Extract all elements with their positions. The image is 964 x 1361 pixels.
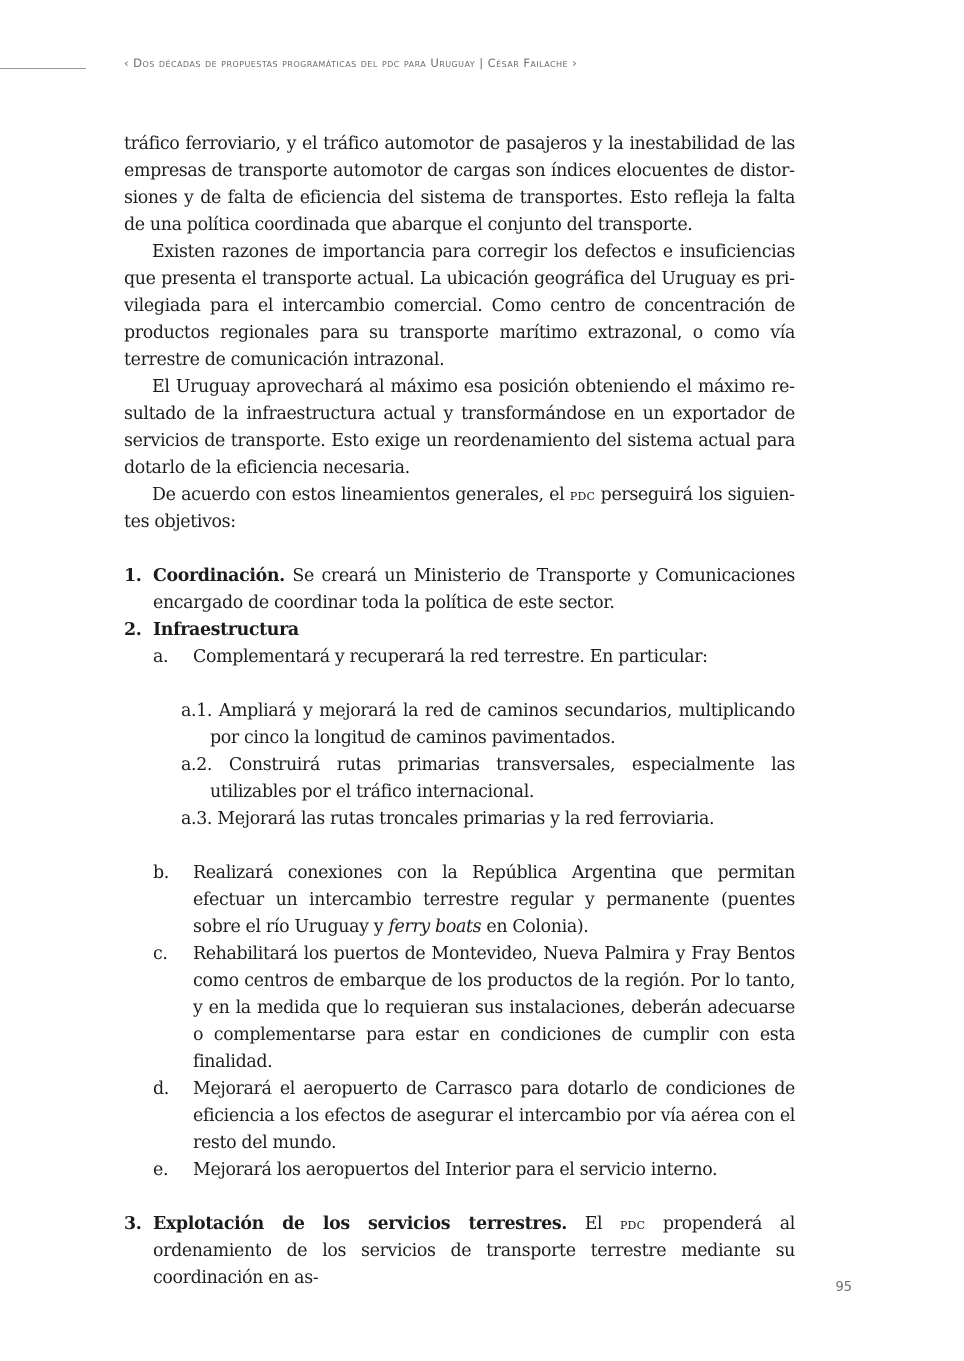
header-open-bracket: ‹	[124, 56, 130, 70]
header-separator: |	[479, 56, 484, 70]
sublist-item-b	[124, 860, 795, 941]
page-number: 95	[835, 1280, 852, 1295]
sublist-label: a.1.	[181, 701, 213, 721]
running-header	[124, 56, 824, 70]
sublist-item-a1	[124, 698, 795, 752]
list-item-infraestructura	[124, 617, 795, 644]
item-text: Se creará un Ministerio de Transporte y Comunicaciones encargado de coordinar toda la política de este sector.	[153, 566, 795, 613]
header-book-title: Dos décadas de propuestas programáticas del pdc para Uruguay	[133, 56, 476, 70]
paragraph-2: Existen razones de importancia para corregir los defectos e insuficiencias que presenta el transporte actual. La ubicación geográfica del Uruguay es privilegiada para el intercambio comercial. Como centro de concentración de productos regionales para su transporte marítimo extrazonal, o como vía terrestre de comunicación intrazonal.	[124, 242, 795, 370]
sublist-text: Mejorará los aeropuertos del Interior para el servicio interno.	[193, 1160, 718, 1180]
sublist-item-a	[124, 644, 795, 671]
sublist-item-e	[124, 1157, 795, 1184]
paragraph-3: El Uruguay aprovechará al máximo esa posición obteniendo el máximo resultado de la infraestructura actual y transformándose en un exportador de servicios de transporte. Esto exige un reordenamiento del sistema actual para dotarlo de la eficiencia necesaria.	[124, 377, 795, 478]
list-item-coordinacion	[124, 563, 795, 617]
item-title: Coordinación.	[153, 566, 285, 586]
header-rule	[0, 68, 86, 69]
sublist-text: Rehabilitará los puertos de Montevideo, Nueva Palmira y Fray Bentos como centros de embarque de los productos de la región. Por lo tanto, y en la medida que lo requieran sus instalaciones, deberán adecuarse o complementarse para estar en condiciones de cumplir con esta finalidad.	[193, 944, 795, 1072]
spacer	[124, 536, 795, 563]
paragraph-1: tráfico ferroviario, y el tráfico automotor de pasajeros y la inestabilidad de las empresas de transporte automotor de cargas son índices elocuentes de distorsiones y de falta de eficiencia del sistema de transportes. Esto refleja la falta de una política coordinada que abarque el conjunto del transporte.	[124, 134, 795, 235]
sublist-label: c.	[153, 944, 168, 964]
pdc-abbreviation: pdc	[619, 1215, 646, 1233]
italic-term: ferry boats	[388, 917, 482, 937]
sublist-item-a3	[124, 806, 795, 833]
sublist-label: a.	[153, 647, 169, 667]
spacer	[124, 1184, 795, 1211]
item-title: Explotación de los servicios terrestres.	[153, 1214, 567, 1234]
sublist-text: Construirá rutas primarias transversales, especialmente las utilizables por el tráfico internacional.	[210, 755, 795, 802]
list-item-explotacion	[124, 1211, 795, 1292]
paragraph-4-before: De acuerdo con estos lineamientos generales, el	[152, 485, 570, 505]
header-close-bracket: ›	[572, 56, 578, 70]
pdc-abbreviation: pdc	[569, 486, 596, 504]
item-number: 1.	[124, 566, 142, 586]
sublist-text: Ampliará y mejorará la red de caminos secundarios, multiplicando por cinco la longitud de caminos pavimentados.	[210, 701, 795, 748]
sublist-text: Realizará conexiones con la República Argentina que permitan efectuar un intercambio terrestre regular y permanente (puentes sobre el río Uruguay y	[193, 863, 795, 937]
sublist-text: Mejorará el aeropuerto de Carrasco para dotarlo de condiciones de eficiencia a los efectos de asegurar el intercambio por vía aérea con el resto del mundo.	[193, 1079, 795, 1153]
sublist-label: e.	[153, 1160, 169, 1180]
page-body	[124, 131, 795, 1292]
item-number: 2.	[124, 620, 142, 640]
sublist-text: Mejorará las rutas troncales primarias y la red ferroviaria.	[212, 809, 715, 829]
sublist-text: Complementará y recuperará la red terrestre. En particular:	[193, 647, 708, 667]
sublist-label: d.	[153, 1079, 169, 1099]
header-author: César Failache	[487, 56, 569, 70]
item-text: El	[566, 1214, 620, 1234]
sublist-label: a.2.	[181, 755, 213, 775]
sublist-item-c	[124, 941, 795, 1076]
sublist-item-d	[124, 1076, 795, 1157]
spacer	[124, 671, 795, 698]
item-text-end: propenderá al ordenamiento de los servicios de transporte terrestre mediante su coordinación en as-	[153, 1214, 795, 1288]
sublist-label: a.3.	[181, 809, 213, 829]
item-number: 3.	[124, 1214, 142, 1234]
item-title: Infraestructura	[153, 620, 299, 640]
sublist-label: b.	[153, 863, 169, 883]
sublist-text-end: en Colonia).	[481, 917, 589, 937]
paragraph-4-after: perseguirá los siguientes objetivos:	[124, 485, 795, 532]
paragraph-4	[124, 482, 795, 536]
sublist-item-a2	[124, 752, 795, 806]
spacer	[124, 833, 795, 860]
